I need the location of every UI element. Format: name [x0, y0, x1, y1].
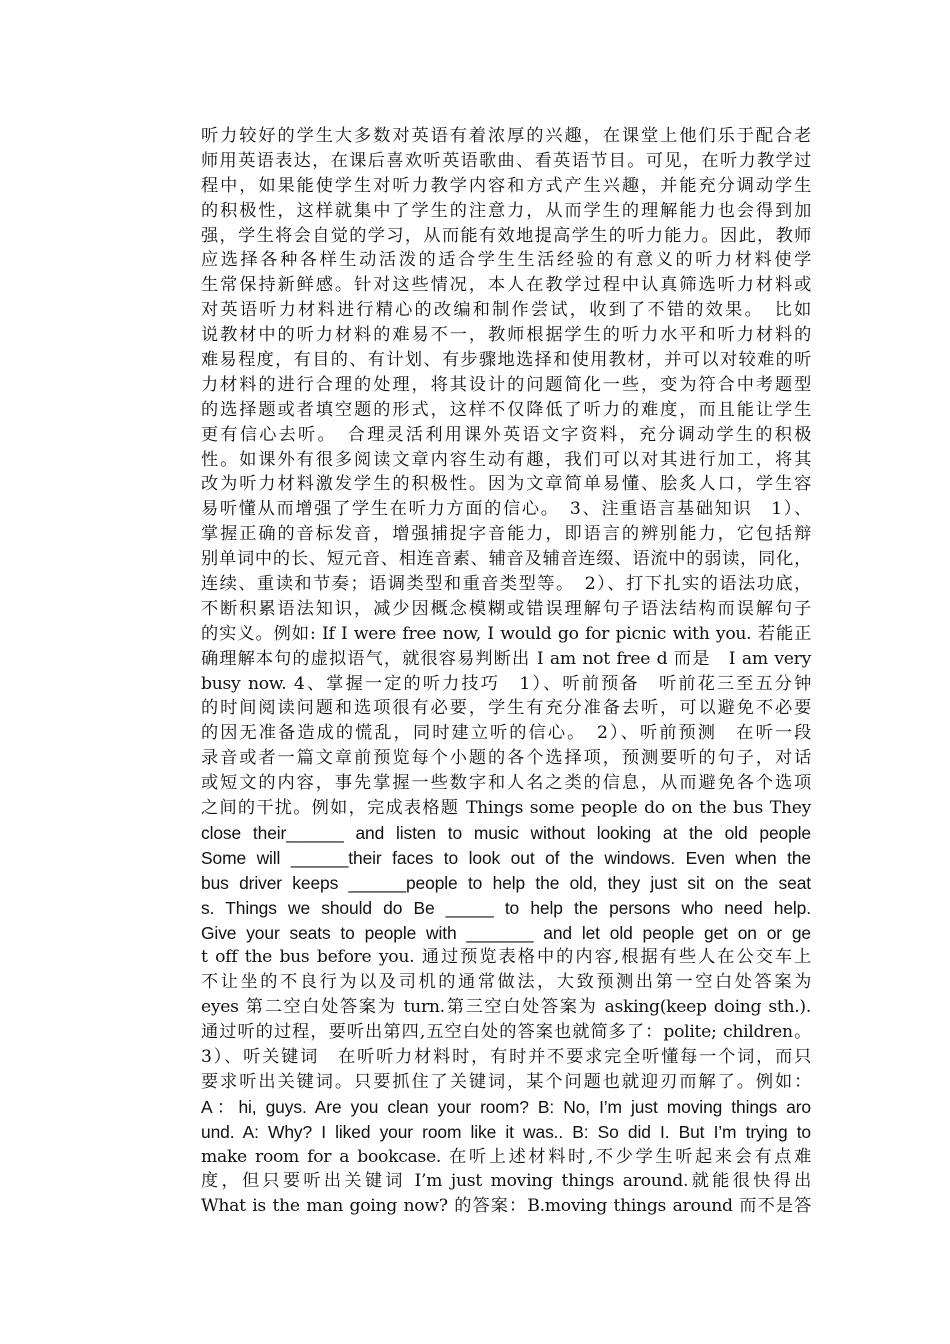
text-line: 之间的干扰。例如，完成表格题 Things some people do on the bus They: [201, 798, 811, 819]
text-line: 的因无准备造成的慌乱，同时建立听的信心。 2）、听前预测 在听一段: [201, 723, 811, 744]
text-line: 难易程度，有目的、有计划、有步骤地选择和使用教材，并可以对较难的听: [201, 350, 811, 371]
text-line: 师用英语表达，在课后喜欢听英语歌曲、看英语节目。可见，在听力教学过: [201, 150, 811, 171]
text-line: What is the man going now? 的答案：B.moving things around 而不是答: [201, 1196, 811, 1217]
body-text: [201, 124, 811, 1219]
text-line: make room for a bookcase. 在听上述材料时,不少学生听起来会有点难: [201, 1146, 811, 1167]
text-line: 的时间阅读问题和选项很有必要，学生有充分准备去听，可以避免不必要: [201, 698, 811, 719]
text-line: 性。如课外有很多阅读文章内容生动有趣，我们可以对其进行加工，将其: [201, 449, 811, 470]
text-line: close their______ and listen to music without looking at the old people: [201, 822, 811, 843]
text-line: Some will ______their faces to look out of the windows. Even when the: [201, 847, 811, 868]
text-line: 录音或者一篇文章前预览每个小题的各个选择项，预测要听的句子，对话: [201, 748, 811, 769]
text-line: 要求听出关键词。只要抓住了关键词，某个问题也就迎刃而解了。例如：: [201, 1071, 811, 1092]
text-line: 或短文的内容，事先掌握一些数字和人名之类的信息，从而避免各个选项: [201, 773, 811, 794]
text-line: 对英语听力材料进行精心的改编和制作尝试，收到了不错的效果。 比如: [201, 300, 811, 321]
text-line: 听力较好的学生大多数对英语有着浓厚的兴趣，在课堂上他们乐于配合老: [201, 126, 811, 146]
text-line: 力材料的进行合理的处理，将其设计的问题简化一些，变为符合中考题型: [201, 374, 811, 395]
text-line: 改为听力材料激发学生的积极性。因为文章简单易懂、脍炙人口，学生容: [201, 474, 811, 495]
text-line: und. A: Why? I liked your room like it was.. B: So did I. But I’m trying to: [201, 1121, 811, 1142]
text-line: 连续、重读和节奏；语调类型和重音类型等。 2）、打下扎实的语法功底，: [201, 574, 811, 595]
text-line: eyes 第二空白处答案为 turn.第三空白处答案为 asking(keep doing sth.).: [201, 997, 811, 1018]
text-line: bus driver keeps ______people to help the old, they just sit on the seat: [201, 872, 811, 893]
text-line: 生常保持新鲜感。针对这些情况，本人在教学过程中认真筛选听力材料或: [201, 275, 811, 296]
text-line: 通过听的过程，要听出第四,五空白处的答案也就简多了：polite; children。: [201, 1022, 811, 1043]
text-line: 不断积累语法知识，减少因概念模糊或错误理解句子语法结构而误解句子: [201, 598, 811, 619]
text-line: 的选择题或者填空题的形式，这样不仅降低了听力的难度，而且能让学生: [201, 399, 811, 420]
text-line: 掌握正确的音标发音，增强捕捉字音能力，即语言的辨别能力，它包括辩: [201, 524, 811, 545]
text-line: 不让坐的不良行为以及司机的通常做法，大致预测出第一空白处答案为: [201, 972, 811, 993]
text-line: 别单词中的长、短元音、相连音素、辅音及辅音连缀、语流中的弱读，同化，: [201, 549, 811, 570]
text-line: busy now. 4、掌握一定的听力技巧 1）、听前预备 听前花三至五分钟: [201, 673, 811, 694]
text-line: s. Things we should do Be _____ to help the persons who need help.: [201, 897, 811, 918]
text-line: 更有信心去听。 合理灵活利用课外英语文字资料，充分调动学生的积极: [201, 424, 811, 445]
text-line: 3）、听关键词 在听听力材料时，有时并不要求完全听懂每一个词，而只: [201, 1046, 811, 1067]
text-line: Give your seats to people with _______ and let old people get on or ge: [201, 922, 811, 943]
text-line: 程中，如果能使学生对听力教学内容和方式产生兴趣，并能充分调动学生: [201, 175, 811, 196]
text-line: 的实义。例如: If I were free now, I would go for picnic with you. 若能正: [201, 623, 811, 644]
text-line: 的积极性，这样就集中了学生的注意力，从而学生的理解能力也会得到加: [201, 200, 811, 221]
text-line: 易听懂从而增强了学生在听力方面的信心。 3、注重语言基础知识 1）、: [201, 499, 811, 520]
text-line: 说教材中的听力材料的难易不一，教师根据学生的听力水平和听力材料的: [201, 325, 811, 346]
text-line: A：hi, guys. Are you clean your room? B: No, I’m just moving things aro: [201, 1096, 811, 1117]
text-line: 度，但只要听出关键词 I’m just moving things around.就能很快得出: [201, 1171, 811, 1192]
text-line: t off the bus before you. 通过预览表格中的内容,根据有些人在公交车上: [201, 947, 811, 968]
text-line: 强，学生将会自觉的学习，从而能有效地提高学生的听力能力。因此，教师: [201, 225, 811, 246]
text-line: 应选择各种各样生动活泼的适合学生生活经验的有意义的听力材料使学: [201, 250, 811, 271]
text-line: 确理解本句的虚拟语气，就很容易判断出 I am not free d 而是 I am very: [201, 648, 811, 669]
